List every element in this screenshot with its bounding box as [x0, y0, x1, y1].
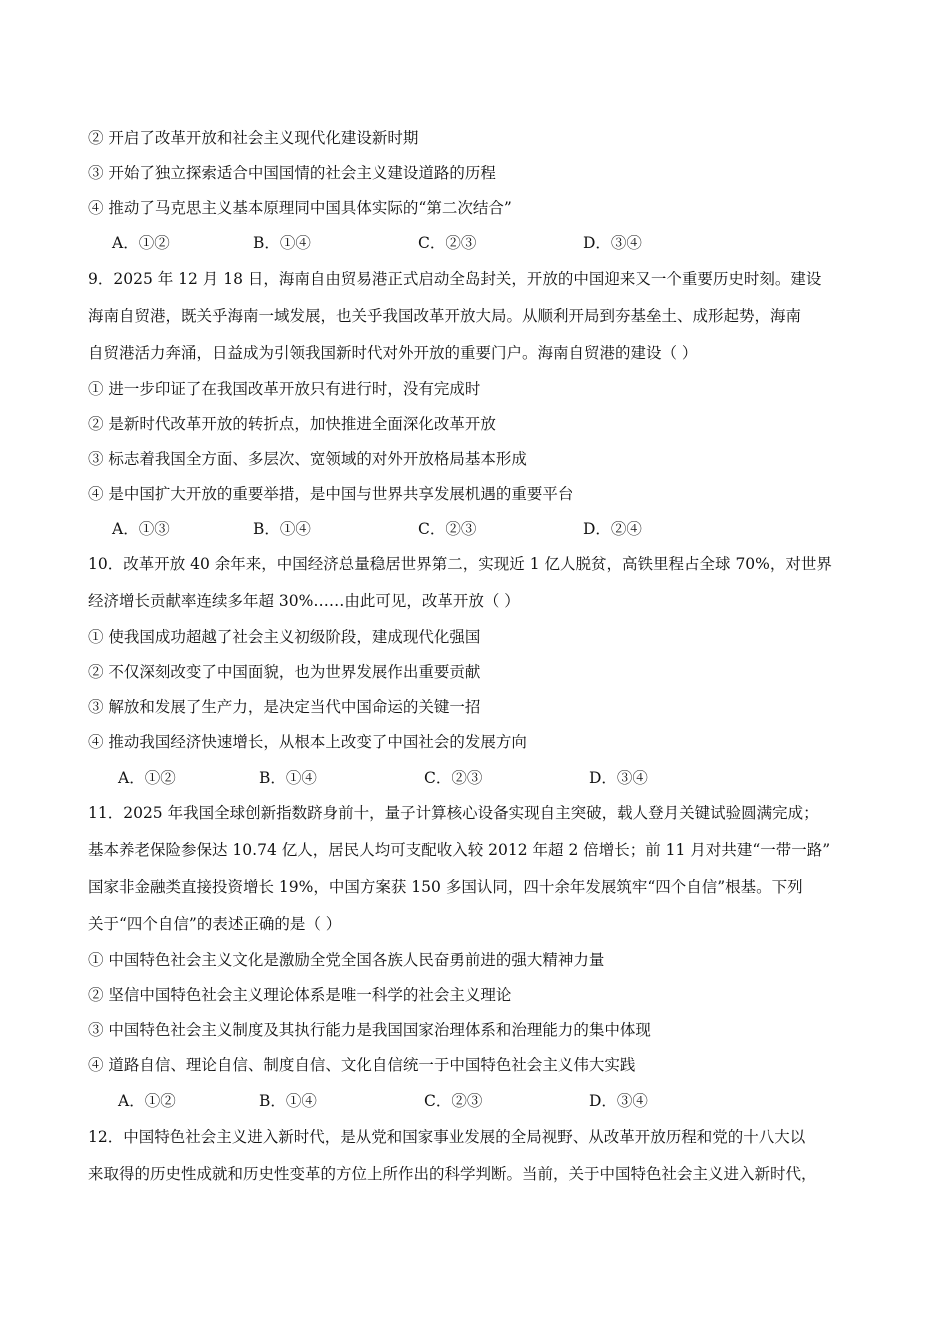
q9-item-3: ③ 标志着我国全方面、多层次、宽领域的对外开放格局基本形成	[88, 450, 527, 468]
q11-option-a[interactable]: A．①②	[118, 1092, 176, 1110]
q9-option-b[interactable]: B．①④	[253, 520, 311, 538]
q9-stem-line-2: 海南自贸港，既关乎海南一域发展，也关乎我国改革开放大局。从顺利开局到夯基垒土、成形起势，海南	[88, 307, 802, 325]
q10-option-b[interactable]: B．①④	[259, 769, 317, 787]
q11-stem-line-2: 基本养老保险参保达 10.74 亿人，居民人均可支配收入较 2012 年超 2 倍增长；前 11 月对共建“一带一路”	[88, 841, 831, 859]
q10-stem-line-1: 10．改革开放 40 余年来，中国经济总量稳居世界第二，实现近 1 亿人脱贫，高铁里程占全球 70%，对世界	[88, 555, 832, 573]
q8-item-2: ② 开启了改革开放和社会主义现代化建设新时期	[88, 129, 419, 147]
q10-item-2: ② 不仅深刻改变了中国面貌，也为世界发展作出重要贡献	[88, 663, 481, 681]
q11-option-d[interactable]: D．③④	[589, 1092, 648, 1110]
q10-option-a[interactable]: A．①②	[118, 769, 176, 787]
q8-option-a[interactable]: A．①②	[112, 234, 170, 252]
q10-item-4: ④ 推动我国经济快速增长，从根本上改变了中国社会的发展方向	[88, 733, 527, 751]
q10-item-3: ③ 解放和发展了生产力，是决定当代中国命运的关键一招	[88, 698, 481, 716]
q8-item-4: ④ 推动了马克思主义基本原理同中国具体实际的“第二次结合”	[88, 199, 512, 217]
q12-stem-line-1: 12．中国特色社会主义进入新时代，是从党和国家事业发展的全局视野、从改革开放历程和党的十八大以	[88, 1128, 806, 1146]
q9-option-c[interactable]: C．②③	[418, 520, 477, 538]
q11-stem-line-4: 关于“四个自信”的表述正确的是（ ）	[88, 915, 342, 933]
q9-item-1: ① 进一步印证了在我国改革开放只有进行时，没有完成时	[88, 380, 481, 398]
q9-item-2: ② 是新时代改革开放的转折点，加快推进全面深化改革开放	[88, 415, 496, 433]
q9-stem-line-1: 9．2025 年 12 月 18 日，海南自由贸易港正式启动全岛封关，开放的中国迎来又一个重要历史时刻。建设	[88, 270, 822, 288]
q8-option-c[interactable]: C．②③	[418, 234, 477, 252]
q9-option-a[interactable]: A．①③	[112, 520, 170, 538]
q11-stem-line-1: 11．2025 年我国全球创新指数跻身前十，量子计算核心设备实现自主突破，载人登月关键试验圆满完成；	[88, 804, 819, 822]
q11-item-1: ① 中国特色社会主义文化是激励全党全国各族人民奋勇前进的强大精神力量	[88, 951, 605, 969]
q10-option-c[interactable]: C．②③	[424, 769, 483, 787]
q10-item-1: ① 使我国成功超越了社会主义初级阶段，建成现代化强国	[88, 628, 481, 646]
q11-option-b[interactable]: B．①④	[259, 1092, 317, 1110]
q9-option-d[interactable]: D．②④	[583, 520, 642, 538]
q8-option-b[interactable]: B．①④	[253, 234, 311, 252]
q9-item-4: ④ 是中国扩大开放的重要举措，是中国与世界共享发展机遇的重要平台	[88, 485, 574, 503]
q12-stem-line-2: 来取得的历史性成就和历史性变革的方位上所作出的科学判断。当前，关于中国特色社会主义进入新时代，	[88, 1165, 817, 1183]
q8-item-3: ③ 开始了独立探索适合中国国情的社会主义建设道路的历程	[88, 164, 496, 182]
q10-option-d[interactable]: D．③④	[589, 769, 648, 787]
q10-stem-line-2: 经济增长贡献率连续多年超 30%……由此可见，改革开放（ ）	[88, 592, 520, 610]
q11-stem-line-3: 国家非金融类直接投资增长 19%，中国方案获 150 多国认同，四十余年发展筑牢“四个自信”根基。下列	[88, 878, 803, 896]
q11-item-2: ② 坚信中国特色社会主义理论体系是唯一科学的社会主义理论	[88, 986, 512, 1004]
q11-item-3: ③ 中国特色社会主义制度及其执行能力是我国国家治理体系和治理能力的集中体现	[88, 1021, 651, 1039]
q9-stem-line-3: 自贸港活力奔涌，日益成为引领我国新时代对外开放的重要门户。海南自贸港的建设（ ）	[88, 344, 698, 362]
q11-option-c[interactable]: C．②③	[424, 1092, 483, 1110]
q8-option-d[interactable]: D．③④	[583, 234, 642, 252]
q11-item-4: ④ 道路自信、理论自信、制度自信、文化自信统一于中国特色社会主义伟大实践	[88, 1056, 636, 1074]
